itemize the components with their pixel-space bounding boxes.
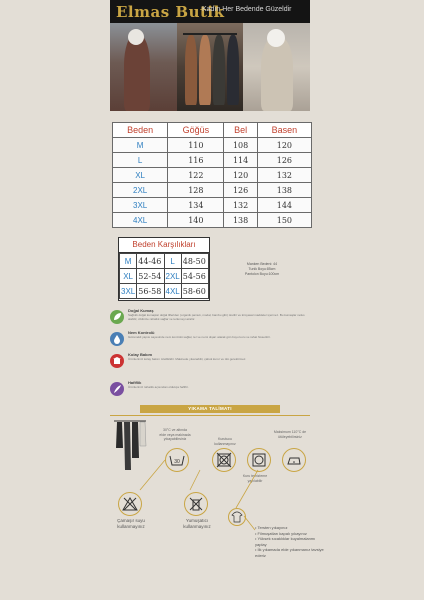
brand-slogan: Kadın Her Bedende Güzeldir <box>202 6 292 13</box>
svg-text:30: 30 <box>174 459 180 465</box>
correspondence-title: Beden Karşılıkları <box>119 238 209 253</box>
basen-value: 126 <box>257 153 311 168</box>
brand-logo: Elmas Butik <box>116 3 225 21</box>
size-label: L <box>164 254 181 269</box>
size-label: XL <box>120 269 137 284</box>
gogus-value: 140 <box>168 213 224 228</box>
basen-value: 120 <box>257 138 311 153</box>
care-label-no-softener: Yumuşatıcı kullanmayınız <box>183 518 211 529</box>
size-label: L <box>113 153 168 168</box>
size-label: 3XL <box>120 284 137 299</box>
size-range: 52-54 <box>137 269 164 284</box>
feature-title: Hafiflik <box>128 380 142 385</box>
size-label: 3XL <box>113 198 168 213</box>
basen-value: 150 <box>257 213 311 228</box>
gogus-value: 116 <box>168 153 224 168</box>
basen-value: 132 <box>257 168 311 183</box>
tip-item: • Tersten yıkayınız <box>255 525 325 531</box>
model-size: Manken Bedeni: 44 <box>246 262 278 266</box>
bel-value: 114 <box>224 153 257 168</box>
column-header: Basen <box>257 123 311 138</box>
size-range: 44-46 <box>137 254 164 269</box>
basen-value: 144 <box>257 198 311 213</box>
size-range: 54-56 <box>181 269 208 284</box>
tip-item: • İlk yıkamada elde yıkanmanız tavsiye ederiz <box>255 547 325 558</box>
size-label: M <box>120 254 137 269</box>
size-range: 56-58 <box>137 284 164 299</box>
feature-title: Nem Kontrolü <box>128 330 155 335</box>
size-label: 4XL <box>164 284 181 299</box>
size-label: XL <box>113 168 168 183</box>
feature-text: Ürünlerimiz rahatlık açısından oldukça hafiftir. <box>128 385 189 389</box>
size-label: 2XL <box>113 183 168 198</box>
feature-text: Ürünlerimiz kolay bakım özelliklidir. Makinede yıkanabilir, çabuk kurur ve ütü gerektirmez. <box>128 357 247 361</box>
basen-value: 138 <box>257 183 311 198</box>
size-range: 58-60 <box>181 284 208 299</box>
tunic-length: Tunik Boyu:85cm <box>248 267 276 271</box>
washing-instructions-title: YIKAMA TALİMATI <box>140 405 280 413</box>
bel-value: 108 <box>224 138 257 153</box>
tip-item: • Filmuşatları kapalı yıkayınız <box>255 531 325 537</box>
gogus-value: 128 <box>168 183 224 198</box>
bel-value: 126 <box>224 183 257 198</box>
size-label: 4XL <box>113 213 168 228</box>
tip-item: • Yüksek sıcaklıklar kuyalmalanmı yaplay <box>255 536 325 547</box>
size-label: M <box>113 138 168 153</box>
gogus-value: 122 <box>168 168 224 183</box>
bel-value: 138 <box>224 213 257 228</box>
size-range: 48-50 <box>181 254 208 269</box>
feature-text: Gözenekli yapısı sayesinde nem kontrolü sağlar, ter ve nemi dışarı atarak gün boyu kuru ve rahat hissettirir. <box>128 335 271 339</box>
pants-length: Pantolon Boyu:100cm <box>244 272 280 276</box>
care-label-wash: 30°C ve altında elde veya makinada yıkayabilirsiniz <box>159 428 191 441</box>
care-label-dry-clean: Kuru temizleme yapılabilir <box>242 474 268 483</box>
care-label-iron: Maksimum 110°C de ütüleyebilirsiniz <box>273 430 307 439</box>
bel-value: 132 <box>224 198 257 213</box>
column-header: Bel <box>224 123 257 138</box>
column-header: Beden <box>113 123 168 138</box>
column-header: Göğüs <box>168 123 224 138</box>
bel-value: 120 <box>224 168 257 183</box>
size-label: 2XL <box>164 269 181 284</box>
feature-text: Sağlıklı doğal kumaşlar doğal lifleriden (organik pamuk, modal, bambu gibi) üretilir ve kimyasal maddeler içermez. Bu kumaşlar nefes alabilir, cildinize rahatlık sağlar ve terlemeyi azaltır. <box>128 313 305 321</box>
feature-title: Doğal Kumaş <box>128 308 154 313</box>
gogus-value: 134 <box>168 198 224 213</box>
care-label-no-bleach: Çamaşır suyu kullanmayınız <box>117 518 145 529</box>
gogus-value: 110 <box>168 138 224 153</box>
feature-title: Kolay Bakım <box>128 352 153 357</box>
care-label-no-dryer: Kurutucu kullanmayınız <box>214 437 236 446</box>
